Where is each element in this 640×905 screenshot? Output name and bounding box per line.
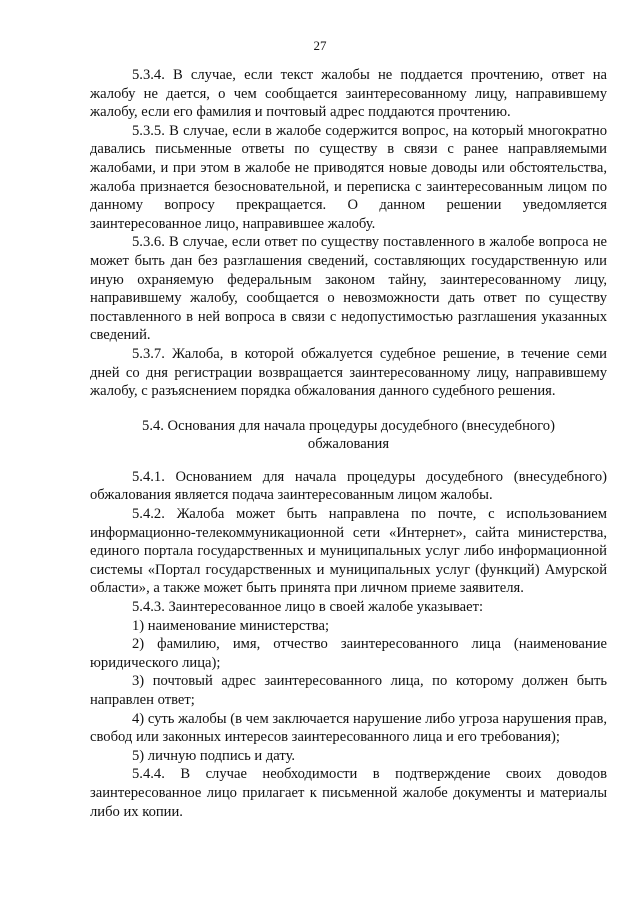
list-item: 3) почтовый адрес заинтересованного лица, по которому должен быть направлен ответ; bbox=[90, 673, 607, 708]
paragraph-5-3-6: 5.3.6. В случае, если ответ по существу поставленного в жалобе вопроса не может быть дан без разглашения сведений, составляющих государственную или иную охраняемую федеральным законом тайну, заинтересованному лицу, направившему жалобу, сообщается о невозможности дать ответ по существу поставленного в ней вопроса в связи с недопустимостью разглашения указанных сведений. bbox=[90, 234, 607, 344]
paragraph-5-4-4: 5.4.4. В случае необходимости в подтверждение своих доводов заинтересованное лицо прилагает к письменной жалобе документы и материалы либо их копии. bbox=[90, 766, 607, 820]
paragraph-5-4-3: 5.4.3. Заинтересованное лицо в своей жалобе указывает: bbox=[132, 599, 484, 616]
paragraph-5-4-1: 5.4.1. Основанием для начала процедуры досудебного (внесудебного) обжалования является подача заинтересованным лицом жалобы. bbox=[90, 468, 607, 504]
list-item: 5) личную подпись и дату. bbox=[132, 747, 296, 764]
section-title-5-4: 5.4. Основания для начала процедуры досудебного (внесудебного) обжалования bbox=[142, 417, 555, 453]
list-item: 1) наименование министерства; bbox=[132, 617, 330, 634]
page-number: 27 bbox=[313, 38, 327, 53]
paragraph-5-3-4: 5.3.4. В случае, если текст жалобы не поддается прочтению, ответ на жалобу не дается, о чем сообщается заинтересованному лицу, направившему жалобу, если его фамилия и почтовый адрес поддаются прочтению. bbox=[90, 67, 607, 121]
document-body bbox=[90, 66, 607, 821]
list-item: 4) суть жалобы (в чем заключается нарушение либо угроза нарушения прав, свобод или законных интересов заинтересованного лица и его требования); bbox=[90, 710, 607, 746]
paragraph-5-3-5: 5.3.5. В случае, если в жалобе содержится вопрос, на который многократно давались письменные ответы по существу в связи с ранее направляемыми жалобами, и при этом в жалобе не приводятся новые доводы или обстоятельства, жалоба признается безосновательной, и переписка с заинтересованным лицом по данному вопросу прекращается. О данном решении уведомляется заинтересованное лицо, направившее жалобу. bbox=[90, 122, 607, 232]
paragraph-5-3-7: 5.3.7. Жалоба, в которой обжалуется судебное решение, в течение семи дней со дня регистрации возвращается заинтересованному лицу, направившему жалобу, с разъяснением порядка обжалования данного судебного решения. bbox=[90, 345, 607, 400]
list-item: 2) фамилию, имя, отчество заинтересованного лица (наименование юридического лица); bbox=[90, 636, 607, 671]
paragraph-5-4-2: 5.4.2. Жалоба может быть направлена по почте, с использованием информационно-телекоммуникационной сети «Интернет», сайта министерства, единого портала государственных и муниципальных услуг либо информационной системы «Портал государственных и муниципальных услуг (функций) Амурской области», а также может быть принята при личном приеме заявителя. bbox=[90, 506, 607, 597]
